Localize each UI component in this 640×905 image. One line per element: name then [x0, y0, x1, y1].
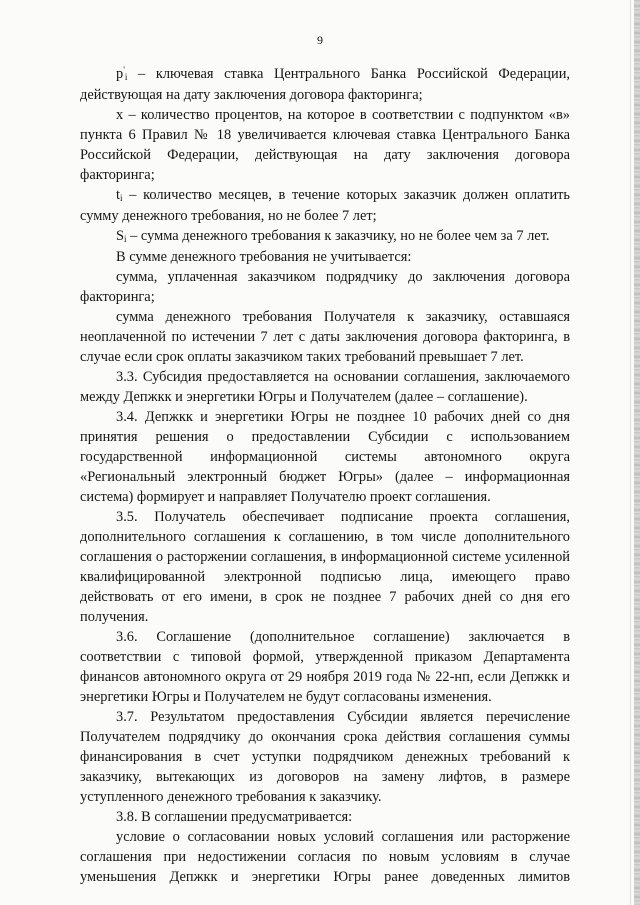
paragraph-percent: x – количество процентов, на которое в соответствии с подпунктом «в» пункта 6 Правил № 18 увеличивается ключевая ставка Центрального Банка Российской Федерации, действующая на дату заключения договора факторинга;: [80, 107, 570, 183]
paragraph-sum: [80, 226, 570, 247]
formula-subscript: i: [120, 193, 123, 203]
page-edge-line: [630, 0, 631, 905]
formula-subscript: i: [124, 234, 127, 244]
formula-subscript: i: [124, 72, 128, 82]
paragraph-text: – сумма денежного требования к заказчику, но не более чем за 7 лет.: [126, 228, 550, 244]
paragraph-paid-sum: сумма, уплаченная заказчиком подрядчику до заключения договора факторинга;: [80, 269, 570, 305]
paragraph-not-included: В сумме денежного требования не учитывается:: [116, 249, 412, 265]
formula-symbol: p: [116, 66, 124, 82]
clause-3-7: 3.7. Результатом предоставления Субсидии является перечисление Получателем подрядчику до окончания срока действия соглашения суммы финансирования в счет уступки подрядчиком денежных требований к заказчику, вытекающих из договоров на замену лифтов, в размере уступленного денежного требования к заказчику.: [80, 709, 570, 805]
page-edge: [634, 0, 640, 905]
clause-3-3: 3.3. Субсидия предоставляется на основании соглашения, заключаемого между Депжкк и энергетики Югры и Получателем (далее – соглашение).: [80, 369, 570, 405]
formula-symbol: t: [116, 187, 120, 203]
formula-mark: ': [123, 65, 125, 75]
clause-3-4: 3.4. Депжкк и энергетики Югры не позднее 10 рабочих дней со дня принятия решения о предоставлении Субсидии с использованием государственной информационной системы автономного округа «Региональный электронный бюджет Югры» (далее – информационная система) формирует и направляет Получателю проект соглашения.: [80, 409, 570, 505]
clause-3-6: 3.6. Соглашение (дополнительное соглашение) заключается в соответствии с типовой формой, утвержденной приказом Департамента финансов автономного округа от 29 ноября 2019 года № 22-нп, если Депжкк и энергетики Югры и Получателем не будут согласованы изменения.: [80, 629, 570, 705]
paragraph-months: [80, 185, 570, 226]
paragraph-key-rate: [80, 64, 570, 105]
formula-symbol: S: [116, 228, 125, 244]
page-number: 9: [317, 33, 323, 47]
clause-3-5: 3.5. Получатель обеспечивает подписание проекта соглашения, дополнительного соглашения к соглашению, в том числе дополнительного соглашения о расторжении соглашения, в информационной системе усиленной квалифицированной электронной подписью лица, имеющего право действовать от его имени, в срок не позднее 7 рабочих дней со дня его получения.: [80, 509, 570, 625]
document-body: [80, 64, 570, 887]
paragraph-agreement-condition: условие о согласовании новых условий соглашения или расторжение соглашения при недостижении согласия по новым условиям в случае уменьшения Депжкк и энергетики Югры ранее доведенных лимитов: [80, 829, 570, 885]
paragraph-text: – ключевая ставка Центрального Банка Российской Федерации, действующая на дату заключения договора факторинга;: [80, 66, 570, 103]
clause-3-8: 3.8. В соглашении предусматривается:: [116, 809, 353, 825]
paragraph-text: – количество месяцев, в течение которых заказчик должен оплатить сумму денежного требования, но не более 7 лет;: [80, 187, 570, 224]
paragraph-unpaid-sum: сумма денежного требования Получателя к заказчику, оставшаяся неоплаченной по истечении 7 лет с даты заключения договора факторинга, в случае если срок оплаты заказчиком таких требований превышает 7 лет.: [80, 309, 570, 365]
